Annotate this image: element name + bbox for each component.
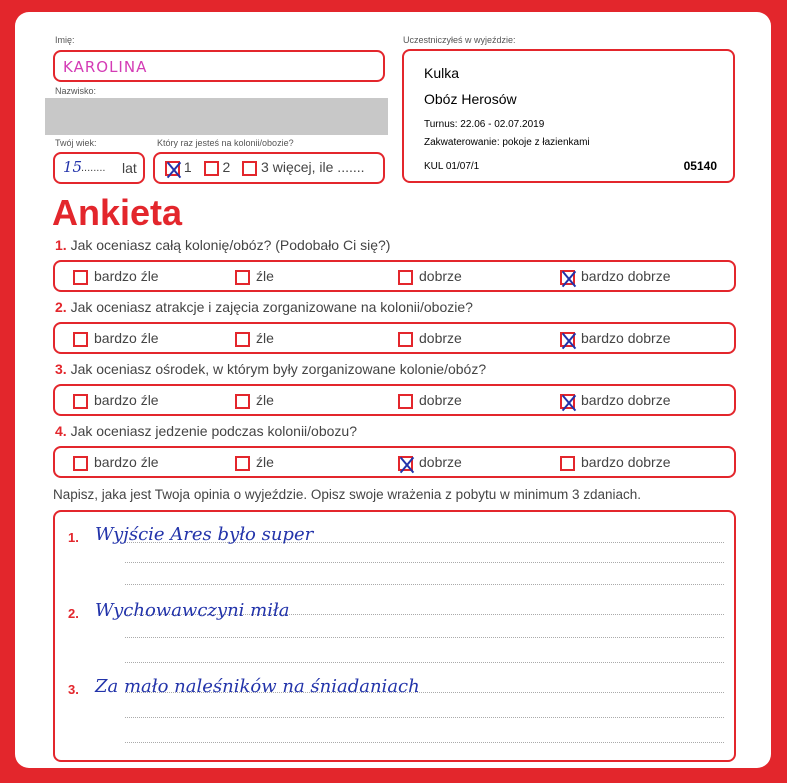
question-text: Jak oceniasz całą kolonię/obóz? (Podobało Ci się?) [70,237,391,253]
option-checkbox[interactable] [235,270,250,285]
option-item[interactable] [235,392,274,409]
option-label: dobrze [419,454,462,470]
option-label: bardzo dobrze [581,392,671,408]
age-unit: lat [122,160,137,176]
trip-accommodation: Zakwaterowanie: pokoje z łazienkami [424,137,590,148]
option-checkbox[interactable] [560,456,575,471]
option-label: źle [256,330,274,346]
trip-line1: Kulka [424,65,460,81]
option-label: bardzo źle [94,330,159,346]
opinion-text-1: Wyjście Ares było super [95,524,314,545]
option-checkbox[interactable] [73,270,88,285]
opinion-num-3: 3. [68,682,79,697]
option-checkbox[interactable] [398,270,413,285]
option-item[interactable] [235,268,274,285]
name-field[interactable] [53,50,385,82]
option-label: źle [256,268,274,284]
option-item[interactable] [560,268,671,285]
times-checkbox-3[interactable] [242,161,257,176]
opinion-prompt: Napisz, jaka jest Twoja opinia o wyjeździe. Opisz swoje wrażenia z pobytu w minimum 3 zdaniach. [53,487,642,502]
trip-line2: Obóz Herosów [424,91,517,107]
age-field[interactable] [53,152,145,184]
option-item[interactable] [73,330,159,347]
option-checkbox[interactable] [560,332,575,347]
surname-label: Nazwisko: [55,86,97,96]
option-item[interactable] [560,330,671,347]
question-number: 4. [55,423,67,439]
times-opt3: 3 więcej, ile ....... [261,159,365,175]
surname-redaction [45,98,388,135]
trip-code: KUL 01/07/1 [424,161,480,172]
times-opt1: 1 [183,159,192,175]
opinion-text-3: Za mało naleśników na śniadaniach [95,676,420,697]
trip-number: 05140 [683,159,717,173]
question-3-title [55,361,486,377]
question-4-title [55,423,357,439]
question-2-title [55,299,473,315]
option-checkbox[interactable] [398,332,413,347]
option-label: dobrze [419,392,462,408]
option-label: bardzo dobrze [581,268,671,284]
age-dots: ........ [81,162,106,174]
option-checkbox[interactable] [73,332,88,347]
trip-box [402,49,735,183]
option-checkbox[interactable] [235,456,250,471]
opinion-num-2: 2. [68,606,79,621]
option-checkbox[interactable] [235,394,250,409]
option-label: bardzo źle [94,268,159,284]
question-4-options [53,446,736,478]
times-checkbox-1[interactable] [165,161,180,176]
option-item[interactable] [73,392,159,409]
opinion-box[interactable] [53,510,736,762]
option-checkbox[interactable] [398,394,413,409]
option-label: dobrze [419,330,462,346]
question-text: Jak oceniasz ośrodek, w którym były zorganizowane kolonie/obóz? [70,361,487,377]
times-checkbox-2[interactable] [204,161,219,176]
option-label: bardzo źle [94,454,159,470]
option-item[interactable] [235,454,274,471]
times-field [153,152,385,184]
question-3-options [53,384,736,416]
opinion-text-2: Wychowawczyni miła [95,600,290,621]
option-label: dobrze [419,268,462,284]
option-item[interactable] [398,454,462,471]
name-label: Imię: [55,35,75,45]
age-value: 15 [63,158,83,176]
survey-title: Ankieta [52,192,183,233]
question-2-options [53,322,736,354]
survey-page [15,12,771,768]
question-number: 1. [55,237,67,253]
option-checkbox[interactable] [73,456,88,471]
age-label: Twój wiek: [55,138,97,148]
option-label: bardzo dobrze [581,454,671,470]
question-number: 2. [55,299,67,315]
question-1-options [53,260,736,292]
option-item[interactable] [73,454,159,471]
option-checkbox[interactable] [560,270,575,285]
option-item[interactable] [398,268,462,285]
question-text: Jak oceniasz jedzenie podczas kolonii/obozu? [70,423,357,439]
option-checkbox[interactable] [398,456,413,471]
option-checkbox[interactable] [73,394,88,409]
option-item[interactable] [235,330,274,347]
option-label: bardzo dobrze [581,330,671,346]
option-item[interactable] [560,392,671,409]
times-opt2: 2 [222,159,231,175]
name-value: KAROLINA [63,58,148,76]
option-item[interactable] [398,392,462,409]
option-label: źle [256,454,274,470]
question-text: Jak oceniasz atrakcje i zajęcia zorganizowane na kolonii/obozie? [70,299,473,315]
option-label: bardzo źle [94,392,159,408]
option-item[interactable] [398,330,462,347]
times-label: Który raz jesteś na kolonii/obozie? [157,138,294,148]
option-label: źle [256,392,274,408]
question-1-title [55,237,390,253]
option-item[interactable] [73,268,159,285]
option-item[interactable] [560,454,671,471]
option-checkbox[interactable] [235,332,250,347]
trip-label: Uczestniczyłeś w wyjeździe: [403,35,516,45]
question-number: 3. [55,361,67,377]
option-checkbox[interactable] [560,394,575,409]
trip-turnus: Turnus: 22.06 - 02.07.2019 [424,119,545,130]
opinion-num-1: 1. [68,530,79,545]
